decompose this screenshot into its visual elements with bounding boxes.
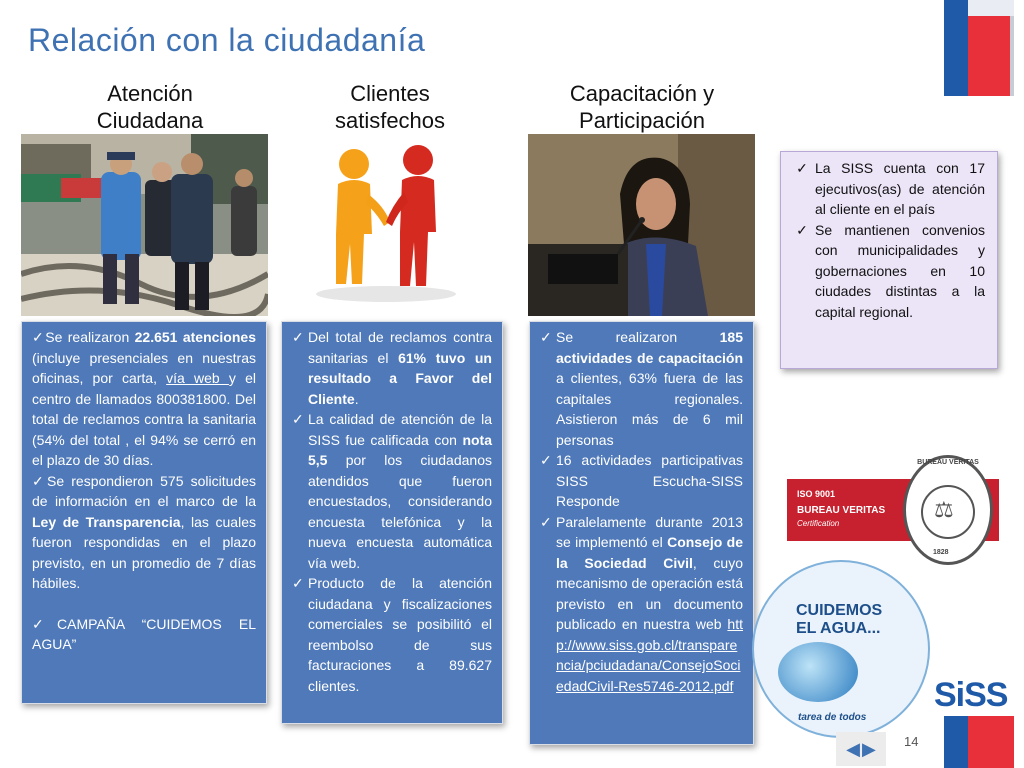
executives-info-box <box>780 151 998 369</box>
speaker-photo <box>528 134 755 316</box>
check-icon: ✓ <box>32 615 58 632</box>
check-icon: ✓ <box>292 575 304 591</box>
panel3-item-council: ✓ Paralelamente durante 2013 se implementó el Consejo de la Sociedad Civil, cuyo mecanismo de operación está previsto en un documento publicado en nuestra web http://www.siss.gob.cl/transparencia/pciudadana/ConsejoSociedadCivil-Res5746-2012.pdf <box>540 513 744 694</box>
street-attention-photo <box>21 134 268 316</box>
panel3-item-participatory: ✓ 16 actividades participativas SISS Escucha-SISS Responde <box>540 452 743 509</box>
sidebox-item-agreements: ✓ Se mantienen convenios con municipalidades y gobernaciones en 10 ciudades distintas a la capital regional. <box>789 220 985 323</box>
handshake-figures-image <box>306 134 466 304</box>
atencion-panel <box>21 321 267 704</box>
check-icon: ✓ <box>540 452 552 468</box>
sidebox-item-executives: ✓ La SISS cuenta con 17 ejecutivos(as) de atención al cliente en el país <box>789 158 985 220</box>
chile-flag-corner <box>944 0 1014 96</box>
panel1-paragraph-campaign: ✓CAMPAÑA “CUIDEMOS EL AGUA” <box>32 615 257 652</box>
prev-slide-icon[interactable]: ◀ <box>846 738 860 759</box>
slide-navigation <box>836 732 886 766</box>
check-icon: ✓ <box>32 472 47 489</box>
panel2-item-refund: ✓ Producto de la atención ciudadana y fiscalizaciones comerciales se posibilitó el reembolso de sus facturaciones a 89.627 clientes. <box>292 575 492 694</box>
clientes-panel <box>281 321 503 724</box>
panel1-paragraph-attentions: ✓Se realizaron 22.651 atenciones (incluye presenciales en nuestras oficinas, por carta, vía web y el centro de llamados 800381800. Del total de reclamos contra la sanitaria (54% del total , el 94% se cerró en el plazo de 30 días. <box>32 329 256 468</box>
cuidemos-el-agua-logo: CUIDEMOS EL AGUA... tarea de todos <box>752 560 930 738</box>
panel3-item-activities: ✓ Se realizaron 185 actividades de capacitación a clientes, 63% fuera de las capitales regionales. Asistieron más de 6 mil personas <box>540 329 743 448</box>
check-icon: ✓ <box>540 329 552 345</box>
via-web-link[interactable]: vía web <box>166 370 229 386</box>
check-icon: ✓ <box>796 160 808 176</box>
check-icon: ✓ <box>32 329 46 345</box>
check-icon: ✓ <box>292 411 304 427</box>
panel1-paragraph-transparency: ✓Se respondieron 575 solicitudes de información en el marco de la Ley de Transparencia, las cuales fueron respondidas en el plazo previsto, en un promedio de 7 días hábiles. <box>32 472 256 591</box>
check-icon: ✓ <box>796 221 808 238</box>
col-head-capacitacion: Capacitación y Participación <box>569 81 715 133</box>
slide-title: Relación con la ciudadanía <box>28 22 426 58</box>
bureau-veritas-logo: ISO 9001 BUREAU VERITAS Certification BUREAU VERITAS ⚖ 1828 <box>787 453 999 568</box>
next-slide-icon[interactable]: ▶ <box>862 738 876 759</box>
col-head-clientes: Clientes satisfechos <box>334 81 446 133</box>
check-icon: ✓ <box>292 329 304 345</box>
panel2-item-quality: ✓ La calidad de atención de la SISS fue calificada con nota 5,5 por los ciudadanos atendidos que fueron encuestados, considerando encuesta telefónica y la nueva encuesta automática vía web. <box>292 411 492 571</box>
chile-flag-footer <box>944 716 1014 768</box>
page-number: 14 <box>904 734 919 749</box>
siss-logo: SiSS <box>934 676 1008 714</box>
panel2-item-favor: ✓ Del total de reclamos contra sanitarias el 61% tuvo un resultado a Favor del Cliente. <box>292 329 492 407</box>
council-document-link[interactable]: http://www.siss.gob.cl/transparencia/pciudadana/ConsejoSociedadCivil-Res5746-2012.pdf <box>556 616 743 694</box>
col-head-atencion: Atención Ciudadana <box>96 81 204 133</box>
check-icon: ✓ <box>540 513 552 530</box>
capacitacion-panel <box>529 321 754 745</box>
